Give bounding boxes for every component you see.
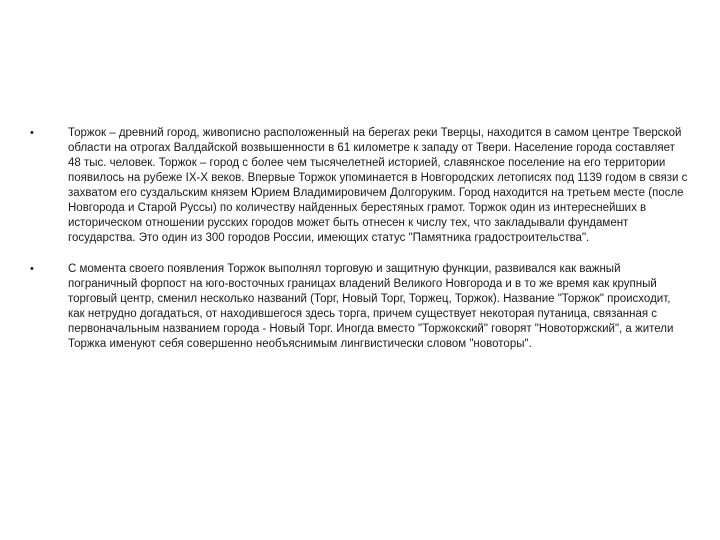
bullet-marker: • xyxy=(30,127,34,139)
bullet-marker: • xyxy=(30,263,34,275)
bullet-item-history xyxy=(30,126,690,246)
bullet-item-name-origin xyxy=(30,262,690,352)
bullet-list xyxy=(30,126,690,352)
bullet-text-history: Торжок – древний город, живописно расположенный на берегах реки Тверцы, находится в самом центре Тверской области на отрогах Валдайской возвышенности в 61 километре к западу от Твери. Население города составляет 48 тыс. человек. Торжок – город с более чем тысячелетней историей, славянское поселение на его территории появилось на рубеже IX-X веков. Впервые Торжок упоминается в Новгородских летописях под 1139 годом в связи с захватом его суздальским князем Юрием Владимировичем Долгоруким. Город находится на третьем месте (после Новгорода и Старой Руссы) по количеству найденных берестяных грамот. Торжок один из интереснейших в историческом отношении русских городов может быть отнесен к числу тех, что закладывали фундамент государства. Это один из 300 городов России, имеющих статус "Памятника градостроительства". xyxy=(68,127,688,244)
bullet-text-name-origin: С момента своего появления Торжок выполнял торговую и защитную функции, развивался как важный пограничный форпост на юго-восточных границах владений Великого Новгорода и в то же время как крупный торговый центр, сменил несколько названий (Торг, Новый Торг, Торжец, Торжок). Название "Торжок" происходит, как нетрудно догадаться, от находившегося здесь торга, причем существует некоторая путаница, связанная с первоначальным названием города - Новый Торг. Иногда вместо "Торжокский" говорят "Новоторжский", а жители Торжка именуют себя совершенно необъяснимым лингвистически словом "новоторы". xyxy=(68,263,674,350)
